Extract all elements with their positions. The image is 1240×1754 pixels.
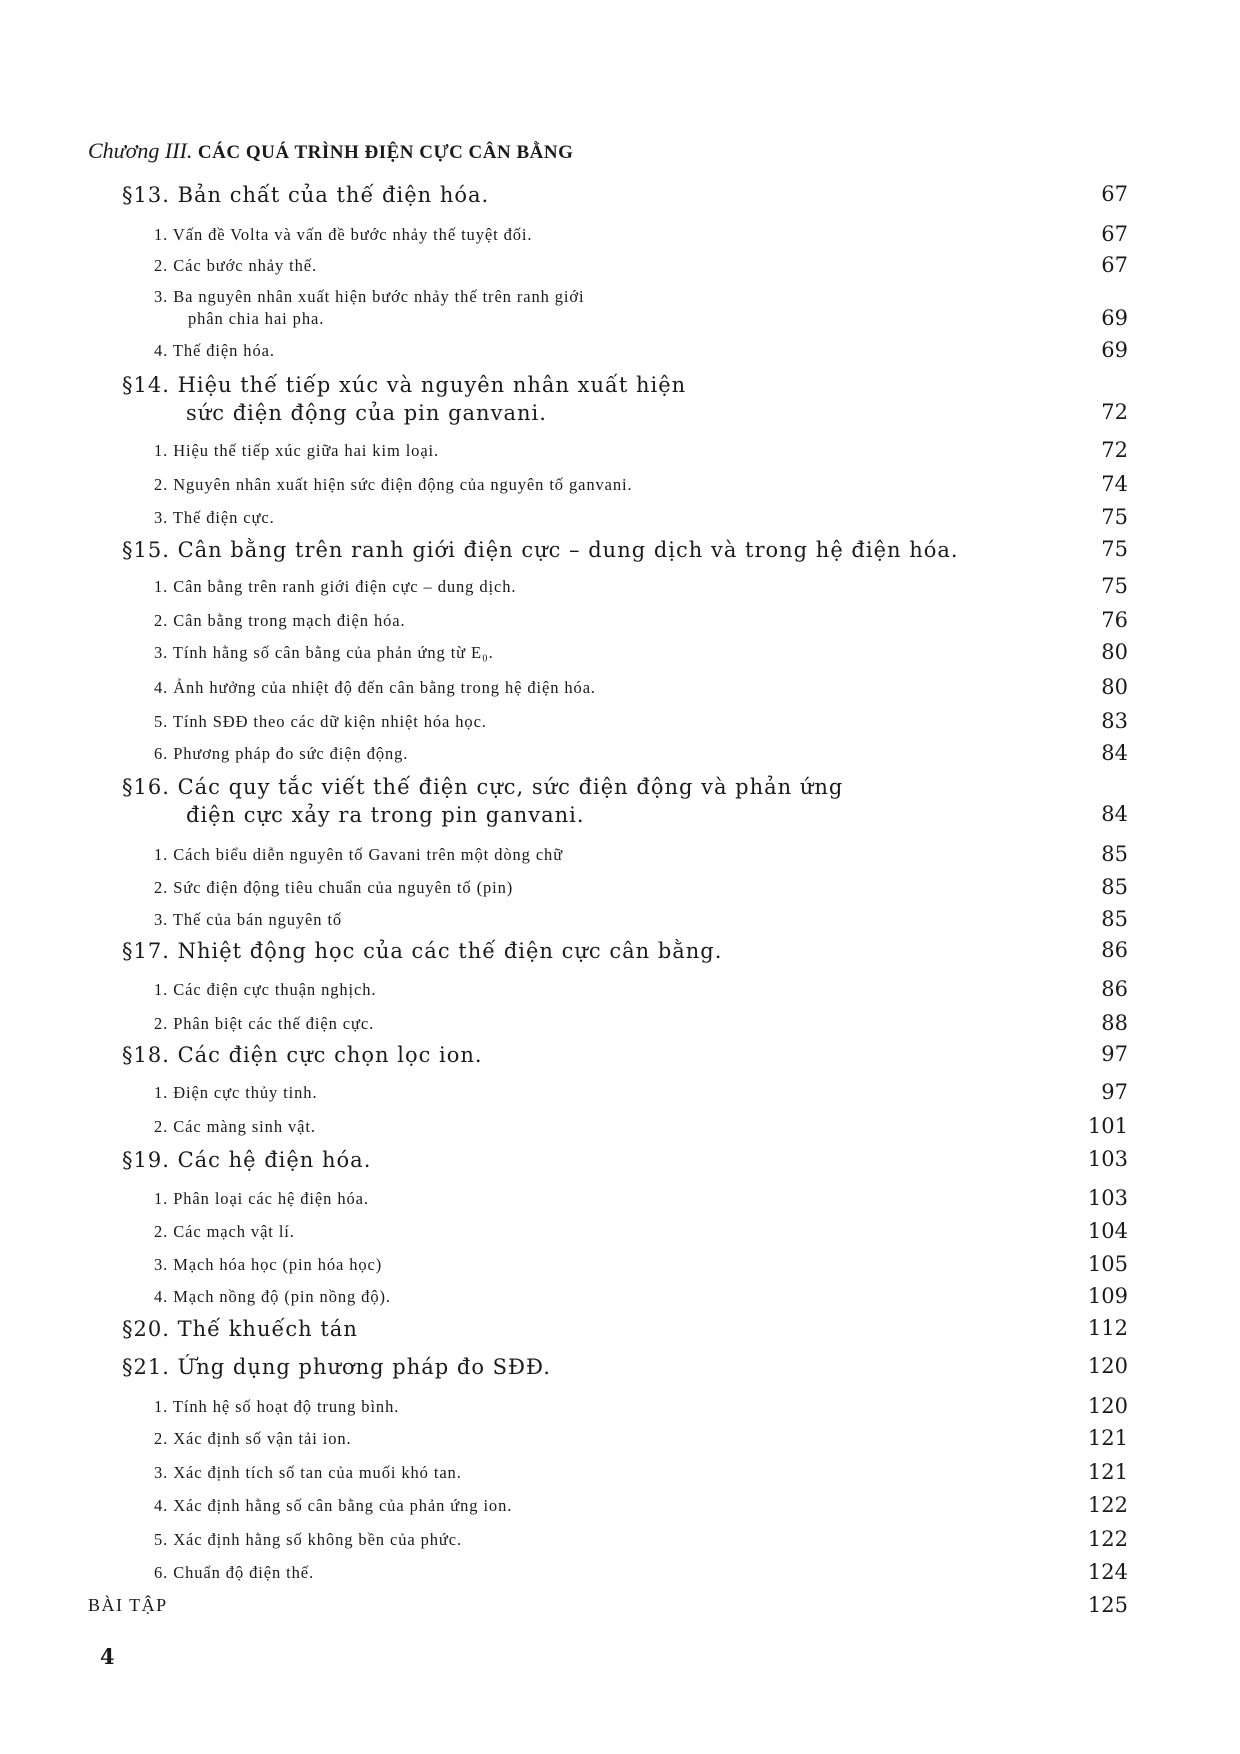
chapter-heading xyxy=(88,138,573,164)
toc-line: 1. Cách biểu diễn nguyên tố Gavani trên một dòng chữ xyxy=(154,845,564,864)
toc-item-title xyxy=(154,576,516,598)
toc-item-title xyxy=(154,474,633,496)
toc-page-number: 76 xyxy=(1101,608,1128,632)
toc-page-number: 80 xyxy=(1101,675,1128,699)
toc-item-title xyxy=(154,642,494,664)
toc-item-title xyxy=(154,1221,295,1243)
toc-line: §15. Cân bằng trên ranh giới điện cực – dung dịch và trong hệ điện hóa. xyxy=(122,538,959,562)
toc-line: 5. Tính SĐĐ theo các dữ kiện nhiệt hóa học. xyxy=(154,712,487,731)
toc-page-number: 75 xyxy=(1101,505,1128,529)
toc-page-number: 88 xyxy=(1101,1011,1128,1035)
toc-page-number: 67 xyxy=(1101,253,1128,277)
toc-page-number: 121 xyxy=(1087,1426,1128,1450)
toc-page-number: 83 xyxy=(1101,709,1128,733)
toc-item-title xyxy=(154,1116,316,1138)
toc-page-number: 120 xyxy=(1087,1394,1128,1418)
toc-item-title xyxy=(154,877,513,899)
toc-line: 1. Tính hệ số hoạt độ trung bình. xyxy=(154,1397,400,1416)
toc-item-title xyxy=(154,1495,512,1517)
toc-line: 1. Cân bằng trên ranh giới điện cực – dung dịch. xyxy=(154,577,517,596)
toc-item-title xyxy=(154,1286,391,1308)
toc-section-title xyxy=(122,536,959,564)
toc-section-title xyxy=(122,1353,551,1381)
toc-item-title xyxy=(154,979,376,1001)
toc-line: phân chia hai pha. xyxy=(188,309,325,328)
chapter-number: Chương III. xyxy=(88,138,193,163)
toc-item-title xyxy=(154,711,487,733)
toc-line: §19. Các hệ điện hóa. xyxy=(122,1148,372,1172)
toc-page-number: 67 xyxy=(1101,222,1128,246)
toc-item-title xyxy=(154,1254,382,1276)
page-number: 4 xyxy=(100,1644,115,1669)
toc-section-title xyxy=(122,1315,358,1343)
toc-line: 3. Ba nguyên nhân xuất hiện bước nhảy thế trên ranh giới xyxy=(154,287,585,306)
toc-section-title xyxy=(122,1041,483,1069)
toc-item-title xyxy=(154,1428,352,1450)
toc-line: 5. Xác định hằng số không bền của phức. xyxy=(154,1530,462,1549)
toc-item-title xyxy=(154,440,439,462)
toc-page-number: 105 xyxy=(1087,1252,1128,1276)
toc-line: 2. Các bước nhảy thế. xyxy=(154,256,318,275)
toc-page-number: 72 xyxy=(1101,400,1128,424)
toc-page-number: 122 xyxy=(1087,1493,1128,1517)
toc-line: 3. Thế điện cực. xyxy=(154,508,275,527)
toc-page-number: 125 xyxy=(1087,1593,1128,1617)
toc-item-title xyxy=(154,1082,317,1104)
toc-line: 4. Mạch nồng độ (pin nồng độ). xyxy=(154,1287,391,1306)
toc-page-number: 109 xyxy=(1087,1284,1128,1308)
toc-page-number: 80 xyxy=(1101,640,1128,664)
toc-line: §18. Các điện cực chọn lọc ion. xyxy=(122,1043,483,1067)
toc-section-title xyxy=(122,371,686,427)
toc-line: §14. Hiệu thế tiếp xúc và nguyên nhân xuất hiện xyxy=(122,373,687,397)
toc-exercises-title xyxy=(88,1595,168,1616)
toc-page-number: 121 xyxy=(1087,1460,1128,1484)
toc-line: BÀI TẬP xyxy=(88,1595,168,1615)
toc-line: sức điện động của pin ganvani. xyxy=(186,401,547,425)
chapter-title: CÁC QUÁ TRÌNH ĐIỆN CỰC CÂN BẰNG xyxy=(197,142,574,163)
toc-page-number: 122 xyxy=(1087,1527,1128,1551)
toc-page-number: 103 xyxy=(1087,1186,1128,1210)
toc-item-title xyxy=(154,507,275,529)
toc-page-number: 86 xyxy=(1101,977,1128,1001)
toc-line: 1. Hiệu thế tiếp xúc giữa hai kim loại. xyxy=(154,441,440,460)
toc-line: 1. Vấn đề Volta và vấn đề bước nhảy thế tuyệt đối. xyxy=(154,225,533,244)
toc-item-title xyxy=(154,743,408,765)
toc-page-number: 85 xyxy=(1101,875,1128,899)
toc-line: 2. Nguyên nhân xuất hiện sức điện động của nguyên tố ganvani. xyxy=(154,475,633,494)
toc-line: §21. Ứng dụng phương pháp đo SĐĐ. xyxy=(122,1355,551,1379)
toc-item-title xyxy=(154,1462,462,1484)
toc-line: §16. Các quy tắc viết thế điện cực, sức điện động và phản ứng xyxy=(122,775,844,799)
toc-page-number: 101 xyxy=(1087,1114,1128,1138)
toc-page-number: 84 xyxy=(1101,741,1128,765)
toc-line: 2. Phân biệt các thế điện cực. xyxy=(154,1014,375,1033)
toc-line: điện cực xảy ra trong pin ganvani. xyxy=(186,803,585,827)
toc-page-number: 75 xyxy=(1101,574,1128,598)
toc-page-number: 97 xyxy=(1101,1080,1128,1104)
toc-section-title xyxy=(122,773,843,829)
toc-item-title xyxy=(154,610,406,632)
toc-page-number: 69 xyxy=(1101,338,1128,362)
toc-line: 3. Thế của bán nguyên tố xyxy=(154,910,343,929)
toc-item-title xyxy=(154,340,275,362)
toc-item-title xyxy=(154,286,585,330)
toc-line: §17. Nhiệt động học của các thế điện cực cân bằng. xyxy=(122,939,723,963)
toc-page-number: 97 xyxy=(1101,1042,1128,1066)
toc-line: 2. Xác định số vận tải ion. xyxy=(154,1429,352,1448)
toc-item-title xyxy=(154,255,317,277)
toc-page-number: 86 xyxy=(1101,938,1128,962)
toc-line: 1. Các điện cực thuận nghịch. xyxy=(154,980,377,999)
toc-line: 3. Xác định tích số tan của muối khó tan. xyxy=(154,1463,462,1482)
toc-item-title xyxy=(154,1013,374,1035)
toc-page-number: 75 xyxy=(1101,537,1128,561)
toc-page-number: 124 xyxy=(1087,1560,1128,1584)
toc-line: 6. Phương pháp đo sức điện động. xyxy=(154,744,409,763)
toc-item-title xyxy=(154,1562,314,1584)
toc-line: 4. Thế điện hóa. xyxy=(154,341,275,360)
toc-page-number: 67 xyxy=(1101,182,1128,206)
toc-page-number: 112 xyxy=(1087,1316,1128,1340)
toc-line: §13. Bản chất của thế điện hóa. xyxy=(122,183,490,207)
toc-line: 3. Tính hằng số cân bằng của phản ứng từ E₀. xyxy=(154,643,494,662)
toc-section-title xyxy=(122,937,722,965)
toc-item-title xyxy=(154,1529,462,1551)
toc-line: 2. Sức điện động tiêu chuẩn của nguyên tố (pin) xyxy=(154,878,514,897)
toc-page-number: 85 xyxy=(1101,842,1128,866)
toc-item-title xyxy=(154,844,563,866)
toc-section-title xyxy=(122,181,489,209)
toc-line: 4. Ảnh hưởng của nhiệt độ đến cân bằng trong hệ điện hóa. xyxy=(154,678,596,697)
toc-line: 2. Cân bằng trong mạch điện hóa. xyxy=(154,611,406,630)
toc-line: 1. Phân loại các hệ điện hóa. xyxy=(154,1189,369,1208)
toc-item-title xyxy=(154,677,596,699)
toc-page-number: 72 xyxy=(1101,438,1128,462)
toc-line: 4. Xác định hằng số cân bằng của phản ứng ion. xyxy=(154,1496,513,1515)
toc-page-number: 74 xyxy=(1101,472,1128,496)
toc-item-title xyxy=(154,1188,369,1210)
toc-page-number: 103 xyxy=(1087,1147,1128,1171)
toc-item-title xyxy=(154,224,532,246)
toc-page-number: 84 xyxy=(1101,802,1128,826)
toc-line: 1. Điện cực thủy tinh. xyxy=(154,1083,318,1102)
toc-page-number: 120 xyxy=(1087,1354,1128,1378)
toc-line: 2. Các màng sinh vật. xyxy=(154,1117,316,1136)
toc-line: 6. Chuẩn độ điện thế. xyxy=(154,1563,315,1582)
toc-line: 2. Các mạch vật lí. xyxy=(154,1222,295,1241)
toc-section-title xyxy=(122,1146,371,1174)
toc-line: 3. Mạch hóa học (pin hóa học) xyxy=(154,1255,383,1274)
toc-page-number: 69 xyxy=(1101,306,1128,330)
toc-item-title xyxy=(154,909,342,931)
toc-page-number: 104 xyxy=(1087,1219,1128,1243)
toc-line: §20. Thế khuếch tán xyxy=(122,1317,358,1341)
toc-page-number: 85 xyxy=(1101,907,1128,931)
toc-item-title xyxy=(154,1396,399,1418)
